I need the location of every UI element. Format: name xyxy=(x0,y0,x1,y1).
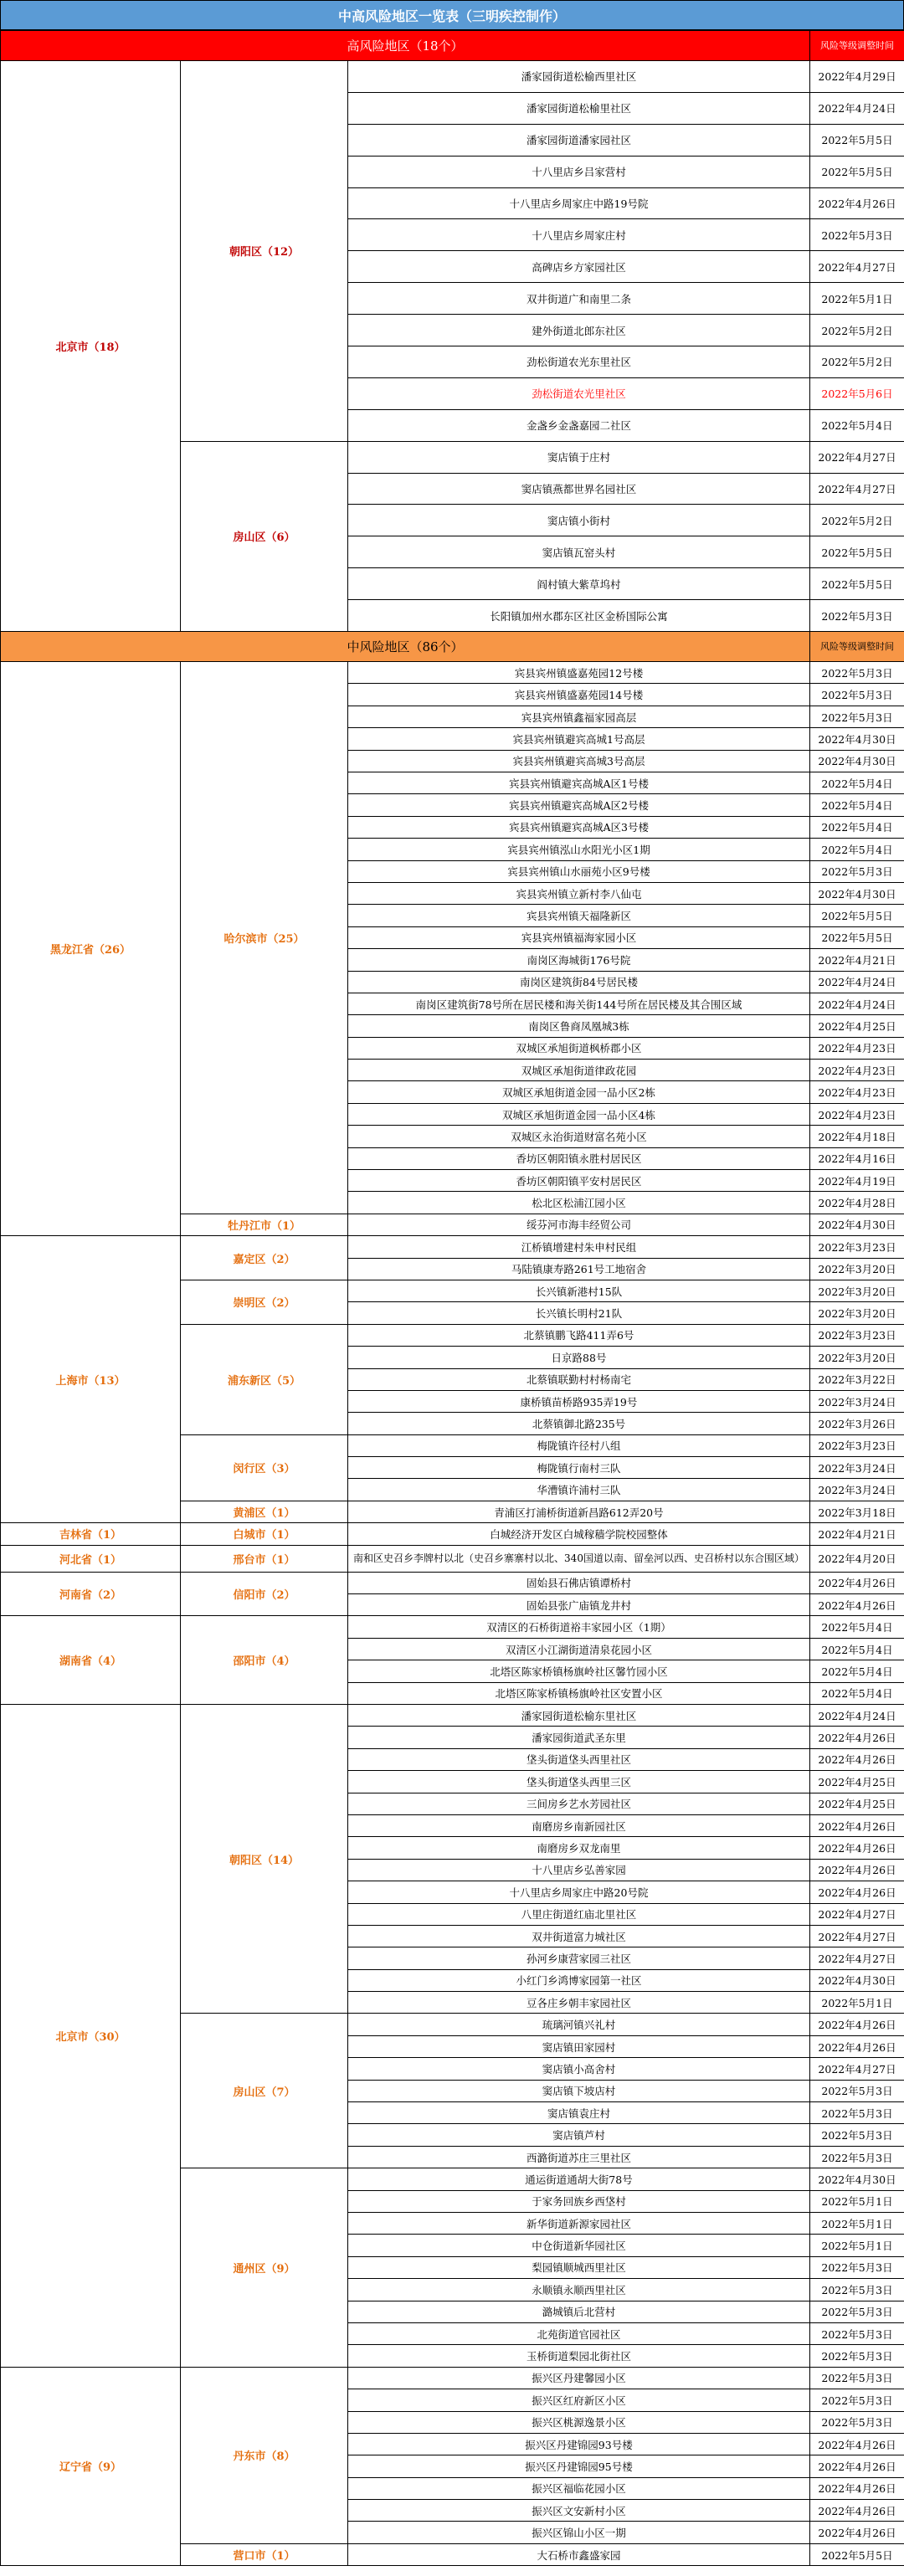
date-cell: 2022年4月26日 xyxy=(810,2500,904,2522)
address-cell: 华漕镇许浦村三队 xyxy=(348,1479,810,1501)
table-row xyxy=(1,2367,904,2389)
date-cell: 2022年5月3日 xyxy=(810,860,904,882)
date-cell: 2022年4月26日 xyxy=(810,1748,904,1770)
mid-header-row xyxy=(1,632,904,662)
mid-header: 中风险地区（86个） xyxy=(1,632,810,662)
address-cell: 建外街道北郎东社区 xyxy=(348,315,810,346)
address-cell: 潘家园街道松榆东里社区 xyxy=(348,1705,810,1727)
date-cell: 2022年5月1日 xyxy=(810,2190,904,2212)
date-cell: 2022年5月3日 xyxy=(810,600,904,632)
address-cell: 江桥镇增建村朱申村民组 xyxy=(348,1236,810,1258)
date-cell: 2022年4月30日 xyxy=(810,2168,904,2190)
address-cell: 劲松街道农光东里社区 xyxy=(348,346,810,378)
address-cell: 潘家园街道武圣东里 xyxy=(348,1727,810,1748)
address-cell: 宾县宾州镇避宾高城A区1号楼 xyxy=(348,772,810,793)
address-cell: 宾县宾州镇天福隆新区 xyxy=(348,905,810,926)
address-cell: 宾县宾州镇盛嘉苑园14号楼 xyxy=(348,684,810,706)
date-cell: 2022年5月2日 xyxy=(810,346,904,378)
address-cell: 窦店镇芦村 xyxy=(348,2124,810,2146)
address-cell: 玉桥街道梨园北街社区 xyxy=(348,2345,810,2367)
date-cell: 2022年4月27日 xyxy=(810,251,904,283)
address-cell: 日京路88号 xyxy=(348,1347,810,1368)
date-cell: 2022年4月26日 xyxy=(810,187,904,219)
address-cell: 窦店镇下坡店村 xyxy=(348,2080,810,2101)
page-title: 中高风险地区一览表（三明疾控制作） xyxy=(0,0,904,30)
city-cell: 房山区（7） xyxy=(181,2014,348,2168)
date-cell: 2022年5月5日 xyxy=(810,124,904,156)
date-cell: 2022年5月5日 xyxy=(810,2543,904,2565)
address-cell: 阎村镇大紫草坞村 xyxy=(348,568,810,600)
city-cell: 信阳市（2） xyxy=(181,1572,348,1616)
address-cell: 孙河乡康营家园三社区 xyxy=(348,1947,810,1969)
city-cell: 浦东新区（5） xyxy=(181,1324,348,1434)
table-row xyxy=(1,61,904,93)
city-cell: 嘉定区（2） xyxy=(181,1236,348,1280)
date-cell: 2022年5月2日 xyxy=(810,315,904,346)
date-cell: 2022年3月18日 xyxy=(810,1501,904,1522)
date-cell: 2022年5月3日 xyxy=(810,2256,904,2278)
address-cell: 南岗区建筑街84号居民楼 xyxy=(348,971,810,993)
address-cell: 窦店镇小高舍村 xyxy=(348,2058,810,2080)
city-cell: 通州区（9） xyxy=(181,2168,348,2368)
city-cell: 闵行区（3） xyxy=(181,1434,348,1501)
address-cell: 窦店镇袁庄村 xyxy=(348,2102,810,2124)
address-cell: 潘家园街道松榆西里社区 xyxy=(348,61,810,93)
date-cell: 2022年5月4日 xyxy=(810,1682,904,1704)
address-cell: 宾县宾州镇鑫福家园高层 xyxy=(348,706,810,727)
address-cell: 绥芬河市海丰经贸公司 xyxy=(348,1214,810,1235)
date-cell: 2022年4月16日 xyxy=(810,1147,904,1169)
province-cell: 河北省（1） xyxy=(1,1545,181,1572)
date-cell: 2022年4月25日 xyxy=(810,1793,904,1814)
address-cell: 宾县宾州镇山水丽苑小区9号楼 xyxy=(348,860,810,882)
mid-adjust-time-header: 风险等级调整时间 xyxy=(810,632,904,662)
date-cell: 2022年3月24日 xyxy=(810,1479,904,1501)
address-cell: 窦店镇田家园村 xyxy=(348,2035,810,2057)
address-cell: 窦店镇燕都世界名园社区 xyxy=(348,473,810,505)
address-cell: 宾县宾州镇避宾高城A区3号楼 xyxy=(348,816,810,838)
address-cell: 固始县张广庙镇龙井村 xyxy=(348,1594,810,1616)
address-cell: 十八里店乡周家庄中路19号院 xyxy=(348,187,810,219)
address-cell: 南和区史召乡李牌村以北（史召乡寨寨村以北、340国道以南、留垒河以西、史召桥村以东合围区域） xyxy=(348,1545,810,1572)
address-cell: 中仓街道新华园社区 xyxy=(348,2235,810,2256)
address-cell: 永顺镇永顺西里社区 xyxy=(348,2279,810,2301)
address-cell: 南岗区建筑街78号所在居民楼和海关街144号所在居民楼及其合围区域 xyxy=(348,993,810,1014)
date-cell: 2022年5月6日 xyxy=(810,377,904,409)
address-cell: 三间房乡艺水芳园社区 xyxy=(348,1793,810,1814)
date-cell: 2022年4月24日 xyxy=(810,1705,904,1727)
address-cell: 十八里店乡周家庄中路20号院 xyxy=(348,1881,810,1903)
address-cell: 固始县石佛店镇谭桥村 xyxy=(348,1572,810,1593)
date-cell: 2022年3月20日 xyxy=(810,1347,904,1368)
address-cell: 于家务回族乡西垡村 xyxy=(348,2190,810,2212)
address-cell: 长兴镇新港村15队 xyxy=(348,1280,810,1301)
date-cell: 2022年3月20日 xyxy=(810,1280,904,1301)
address-cell: 香坊区朝阳镇永胜村居民区 xyxy=(348,1147,810,1169)
date-cell: 2022年5月3日 xyxy=(810,2322,904,2344)
address-cell: 宾县宾州镇避宾高城3号高层 xyxy=(348,750,810,772)
city-cell: 哈尔滨市（25） xyxy=(181,662,348,1214)
date-cell: 2022年4月26日 xyxy=(810,1814,904,1836)
province-cell: 北京市（18） xyxy=(1,61,181,632)
address-cell: 十八里店乡吕家营村 xyxy=(348,156,810,187)
date-cell: 2022年4月21日 xyxy=(810,1523,904,1545)
address-cell: 小红门乡鸿博家园第一社区 xyxy=(348,1969,810,1991)
address-cell: 双井街道广和南里二条 xyxy=(348,283,810,315)
province-cell: 上海市（13） xyxy=(1,1236,181,1523)
city-cell: 朝阳区（14） xyxy=(181,1705,348,2014)
date-cell: 2022年4月27日 xyxy=(810,473,904,505)
address-cell: 宾县宾州镇泓山水阳光小区1期 xyxy=(348,839,810,860)
address-cell: 宾县宾州镇立新村李八仙屯 xyxy=(348,882,810,904)
date-cell: 2022年4月23日 xyxy=(810,1060,904,1081)
date-cell: 2022年4月27日 xyxy=(810,2058,904,2080)
address-cell: 青浦区打浦桥街道新昌路612弄20号 xyxy=(348,1501,810,1522)
address-cell: 潘家园街道松榆里社区 xyxy=(348,92,810,124)
address-cell: 大石桥市鑫盛家园 xyxy=(348,2543,810,2565)
date-cell: 2022年4月26日 xyxy=(810,1727,904,1748)
date-cell: 2022年4月28日 xyxy=(810,1192,904,1214)
address-cell: 八里庄街道红庙北里社区 xyxy=(348,1903,810,1925)
address-cell: 南岗区鲁商凤凰城3栋 xyxy=(348,1015,810,1037)
address-cell: 双清区的石桥街道裕丰家园小区（1期） xyxy=(348,1616,810,1638)
address-cell: 双井街道富力城社区 xyxy=(348,1925,810,1947)
date-cell: 2022年4月23日 xyxy=(810,1103,904,1125)
date-cell: 2022年4月21日 xyxy=(810,949,904,971)
date-cell: 2022年3月20日 xyxy=(810,1258,904,1280)
date-cell: 2022年4月30日 xyxy=(810,1214,904,1235)
date-cell: 2022年5月3日 xyxy=(810,2102,904,2124)
date-cell: 2022年4月30日 xyxy=(810,728,904,750)
table-row xyxy=(1,1572,904,1593)
date-cell: 2022年4月27日 xyxy=(810,1925,904,1947)
city-cell: 邢台市（1） xyxy=(181,1545,348,1572)
address-cell: 十八里店乡周家庄村 xyxy=(348,219,810,251)
date-cell: 2022年3月20日 xyxy=(810,1302,904,1324)
date-cell: 2022年4月26日 xyxy=(810,2477,904,2499)
address-cell: 康桥镇苗桥路935弄19号 xyxy=(348,1390,810,1412)
address-cell: 潞城镇后北营村 xyxy=(348,2301,810,2322)
address-cell: 松北区松浦江园小区 xyxy=(348,1192,810,1214)
date-cell: 2022年4月26日 xyxy=(810,1594,904,1616)
date-cell: 2022年5月1日 xyxy=(810,2235,904,2256)
city-cell: 房山区（6） xyxy=(181,441,348,631)
date-cell: 2022年4月26日 xyxy=(810,2433,904,2455)
address-cell: 振兴区文安新村小区 xyxy=(348,2500,810,2522)
date-cell: 2022年4月18日 xyxy=(810,1126,904,1147)
address-cell: 振兴区丹建锦园95号楼 xyxy=(348,2455,810,2477)
date-cell: 2022年5月2日 xyxy=(810,505,904,536)
address-cell: 振兴区丹建馨园小区 xyxy=(348,2367,810,2389)
date-cell: 2022年5月4日 xyxy=(810,772,904,793)
risk-area-table xyxy=(0,30,904,2566)
date-cell: 2022年5月3日 xyxy=(810,2146,904,2168)
date-cell: 2022年4月30日 xyxy=(810,1969,904,1991)
date-cell: 2022年5月1日 xyxy=(810,1992,904,2014)
high-adjust-time-header: 风险等级调整时间 xyxy=(810,31,904,61)
address-cell: 北塔区陈家桥镇杨旗岭社区馨竹园小区 xyxy=(348,1660,810,1682)
date-cell: 2022年4月25日 xyxy=(810,1015,904,1037)
address-cell: 北蔡镇联勤村村杨南宅 xyxy=(348,1368,810,1390)
address-cell: 长兴镇长明村21队 xyxy=(348,1302,810,1324)
address-cell: 宾县宾州镇避宾高城A区2号楼 xyxy=(348,794,810,816)
table-row xyxy=(1,662,904,684)
date-cell: 2022年3月22日 xyxy=(810,1368,904,1390)
city-cell: 牡丹江市（1） xyxy=(181,1214,348,1235)
address-cell: 梅陇镇行南村三队 xyxy=(348,1457,810,1479)
date-cell: 2022年5月4日 xyxy=(810,1660,904,1682)
province-cell: 湖南省（4） xyxy=(1,1616,181,1705)
province-cell: 河南省（2） xyxy=(1,1572,181,1616)
date-cell: 2022年4月27日 xyxy=(810,1903,904,1925)
date-cell: 2022年4月27日 xyxy=(810,441,904,473)
date-cell: 2022年5月4日 xyxy=(810,839,904,860)
address-cell: 高碑店乡方家园社区 xyxy=(348,251,810,283)
date-cell: 2022年5月3日 xyxy=(810,2124,904,2146)
date-cell: 2022年5月4日 xyxy=(810,794,904,816)
address-cell: 西潞街道苏庄三里社区 xyxy=(348,2146,810,2168)
address-cell: 窦店镇小街村 xyxy=(348,505,810,536)
address-cell: 金盏乡金盏嘉园二社区 xyxy=(348,409,810,441)
date-cell: 2022年5月3日 xyxy=(810,219,904,251)
date-cell: 2022年4月26日 xyxy=(810,2455,904,2477)
address-cell: 双城区承旭街道金园一品小区4栋 xyxy=(348,1103,810,1125)
date-cell: 2022年3月23日 xyxy=(810,1324,904,1346)
address-cell: 白城经济开发区白城稼穑学院校园整体 xyxy=(348,1523,810,1545)
date-cell: 2022年5月4日 xyxy=(810,816,904,838)
date-cell: 2022年5月4日 xyxy=(810,1616,904,1638)
address-cell: 梅陇镇许径村八组 xyxy=(348,1434,810,1456)
address-cell: 振兴区红府新区小区 xyxy=(348,2389,810,2411)
address-cell: 十八里店乡弘善家园 xyxy=(348,1859,810,1881)
date-cell: 2022年4月26日 xyxy=(810,2035,904,2057)
date-cell: 2022年5月1日 xyxy=(810,2212,904,2234)
address-cell: 宾县宾州镇福海家园小区 xyxy=(348,926,810,948)
address-cell: 北蔡镇御北路235号 xyxy=(348,1413,810,1434)
date-cell: 2022年5月3日 xyxy=(810,2301,904,2322)
date-cell: 2022年5月5日 xyxy=(810,905,904,926)
date-cell: 2022年4月26日 xyxy=(810,1837,904,1859)
address-cell: 振兴区福临花园小区 xyxy=(348,2477,810,2499)
address-cell: 南磨房乡双龙南里 xyxy=(348,1837,810,1859)
date-cell: 2022年3月23日 xyxy=(810,1236,904,1258)
high-header: 高风险地区（18个） xyxy=(1,31,810,61)
date-cell: 2022年5月5日 xyxy=(810,156,904,187)
table-row xyxy=(1,1616,904,1638)
date-cell: 2022年4月24日 xyxy=(810,92,904,124)
table-row xyxy=(1,1236,904,1258)
date-cell: 2022年4月24日 xyxy=(810,993,904,1014)
address-cell: 香坊区朝阳镇平安村居民区 xyxy=(348,1170,810,1192)
address-cell: 振兴区锦山小区一期 xyxy=(348,2522,810,2543)
table-row xyxy=(1,1545,904,1572)
date-cell: 2022年5月3日 xyxy=(810,2345,904,2367)
date-cell: 2022年5月5日 xyxy=(810,926,904,948)
date-cell: 2022年5月3日 xyxy=(810,2279,904,2301)
date-cell: 2022年3月24日 xyxy=(810,1390,904,1412)
date-cell: 2022年4月23日 xyxy=(810,1037,904,1059)
table-row xyxy=(1,1705,904,1727)
province-cell: 黑龙江省（26） xyxy=(1,662,181,1236)
date-cell: 2022年5月3日 xyxy=(810,2411,904,2433)
date-cell: 2022年5月3日 xyxy=(810,2389,904,2411)
address-cell: 南磨房乡南新园社区 xyxy=(348,1814,810,1836)
address-cell: 振兴区桃源逸景小区 xyxy=(348,2411,810,2433)
address-cell: 振兴区丹建锦园93号楼 xyxy=(348,2433,810,2455)
address-cell: 双城区承旭街道律政花园 xyxy=(348,1060,810,1081)
date-cell: 2022年5月5日 xyxy=(810,568,904,600)
province-cell: 辽宁省（9） xyxy=(1,2367,181,2566)
city-cell: 营口市（1） xyxy=(181,2543,348,2565)
date-cell: 2022年5月5日 xyxy=(810,536,904,568)
date-cell: 2022年5月3日 xyxy=(810,662,904,684)
city-cell: 丹东市（8） xyxy=(181,2367,348,2543)
address-cell: 潘家园街道潘家园社区 xyxy=(348,124,810,156)
address-cell: 窦店镇瓦窑头村 xyxy=(348,536,810,568)
date-cell: 2022年4月26日 xyxy=(810,2014,904,2035)
address-cell: 琉璃河镇兴礼村 xyxy=(348,2014,810,2035)
address-cell: 双城区承旭街道金园一品小区2栋 xyxy=(348,1081,810,1103)
city-cell: 崇明区（2） xyxy=(181,1280,348,1324)
address-cell: 垡头街道垡头西里社区 xyxy=(348,1748,810,1770)
address-cell: 长阳镇加州水郡东区社区金桥国际公寓 xyxy=(348,600,810,632)
date-cell: 2022年4月26日 xyxy=(810,2522,904,2543)
date-cell: 2022年4月19日 xyxy=(810,1170,904,1192)
date-cell: 2022年4月30日 xyxy=(810,882,904,904)
address-cell: 双城区永治街道财富名苑小区 xyxy=(348,1126,810,1147)
date-cell: 2022年5月3日 xyxy=(810,2080,904,2101)
address-cell: 梨园镇顺城西里社区 xyxy=(348,2256,810,2278)
address-cell: 垡头街道垡头西里三区 xyxy=(348,1771,810,1793)
address-cell: 北蔡镇鹏飞路411弄6号 xyxy=(348,1324,810,1346)
date-cell: 2022年4月25日 xyxy=(810,1771,904,1793)
province-cell: 北京市（30） xyxy=(1,1705,181,2368)
address-cell: 宾县宾州镇盛嘉苑园12号楼 xyxy=(348,662,810,684)
date-cell: 2022年5月4日 xyxy=(810,409,904,441)
date-cell: 2022年4月20日 xyxy=(810,1545,904,1572)
address-cell: 劲松街道农光里社区 xyxy=(348,377,810,409)
date-cell: 2022年4月29日 xyxy=(810,61,904,93)
date-cell: 2022年4月23日 xyxy=(810,1081,904,1103)
address-cell: 双城区承旭街道枫桥郡小区 xyxy=(348,1037,810,1059)
address-cell: 北塔区陈家桥镇杨旗岭社区安置小区 xyxy=(348,1682,810,1704)
date-cell: 2022年5月1日 xyxy=(810,283,904,315)
date-cell: 2022年4月24日 xyxy=(810,971,904,993)
address-cell: 双清区小江湖街道清泉花园小区 xyxy=(348,1638,810,1660)
city-cell: 邵阳市（4） xyxy=(181,1616,348,1705)
address-cell: 窦店镇于庄村 xyxy=(348,441,810,473)
date-cell: 2022年4月26日 xyxy=(810,1859,904,1881)
date-cell: 2022年3月23日 xyxy=(810,1434,904,1456)
address-cell: 宾县宾州镇避宾高城1号高层 xyxy=(348,728,810,750)
address-cell: 豆各庄乡朝丰家园社区 xyxy=(348,1992,810,2014)
address-cell: 北苑街道官园社区 xyxy=(348,2322,810,2344)
address-cell: 南岗区海城街176号院 xyxy=(348,949,810,971)
date-cell: 2022年3月24日 xyxy=(810,1457,904,1479)
date-cell: 2022年5月3日 xyxy=(810,706,904,727)
date-cell: 2022年4月26日 xyxy=(810,1881,904,1903)
date-cell: 2022年4月27日 xyxy=(810,1947,904,1969)
high-header-row xyxy=(1,31,904,61)
date-cell: 2022年5月3日 xyxy=(810,684,904,706)
province-cell: 吉林省（1） xyxy=(1,1523,181,1545)
table-row xyxy=(1,1523,904,1545)
address-cell: 马陆镇康寿路261号工地宿舍 xyxy=(348,1258,810,1280)
date-cell: 2022年3月26日 xyxy=(810,1413,904,1434)
date-cell: 2022年5月3日 xyxy=(810,2367,904,2389)
address-cell: 新华街道新源家园社区 xyxy=(348,2212,810,2234)
city-cell: 朝阳区（12） xyxy=(181,61,348,442)
date-cell: 2022年4月26日 xyxy=(810,1572,904,1593)
date-cell: 2022年4月30日 xyxy=(810,750,904,772)
city-cell: 白城市（1） xyxy=(181,1523,348,1545)
city-cell: 黄浦区（1） xyxy=(181,1501,348,1522)
address-cell: 通运街道通胡大街78号 xyxy=(348,2168,810,2190)
date-cell: 2022年5月4日 xyxy=(810,1638,904,1660)
